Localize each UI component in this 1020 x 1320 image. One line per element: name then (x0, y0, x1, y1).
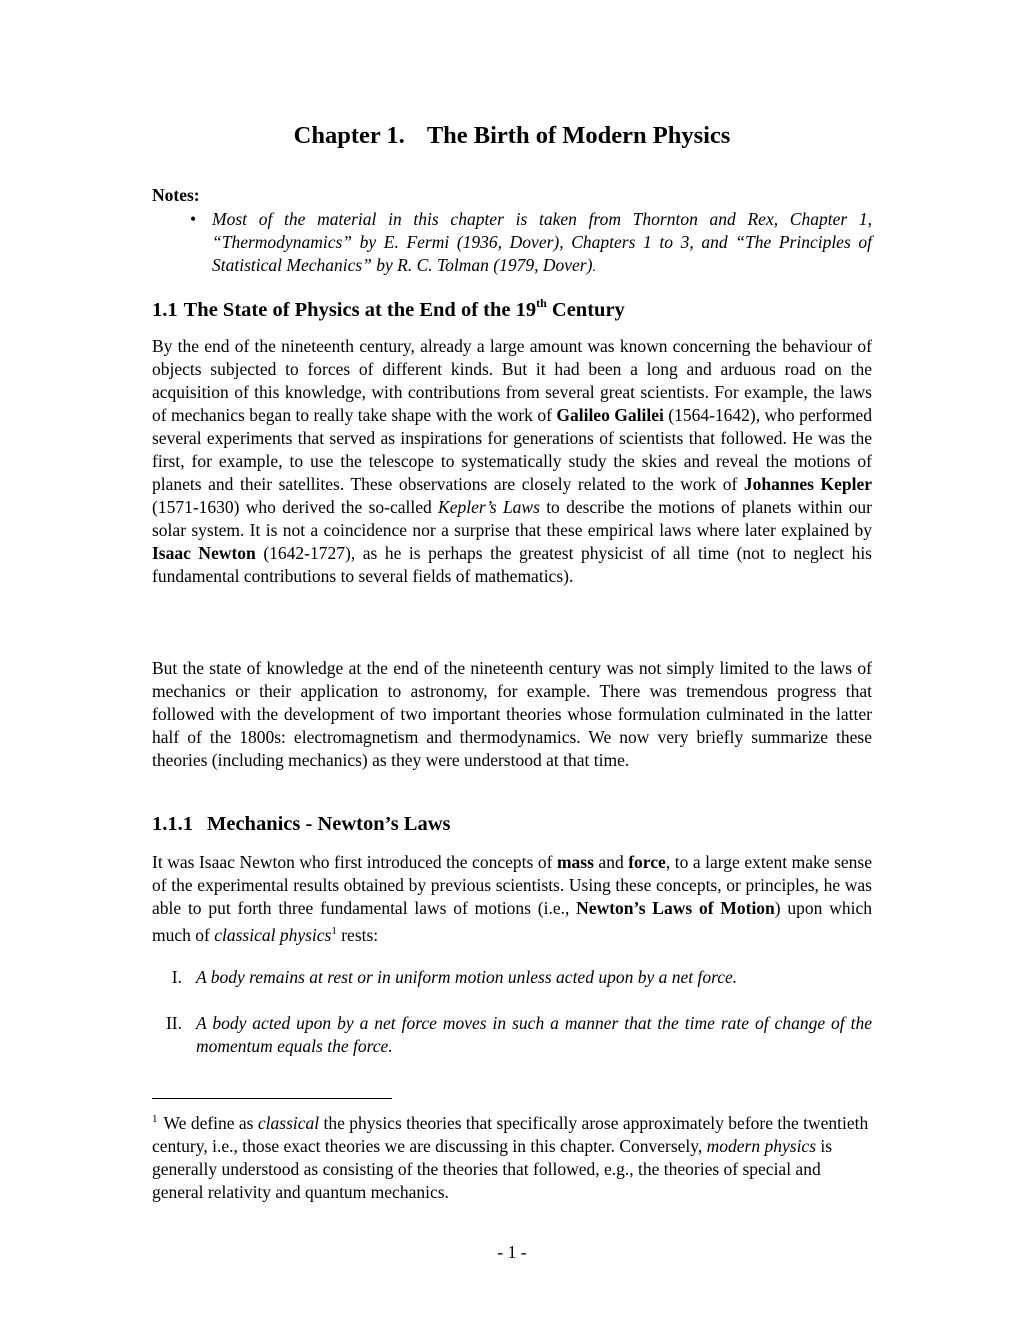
text-run: It was Isaac Newton who first introduced the concepts of (152, 852, 557, 872)
term-classical: classical (257, 1113, 320, 1133)
text-run: the physics theories that specifically arose approximately before the twentieth century, i.e., those exact theories we are discussing in this chapter. Conversely, (152, 1113, 869, 1156)
chapter-number: Chapter 1. (293, 122, 405, 149)
text-run: (1571-1630) who derived the so-called (152, 497, 439, 517)
term-newtons-laws: Newton’s Laws of Motion (576, 898, 775, 918)
text-run: By the end of the nineteenth century, already a large amount was known concerning the behaviour of objects subjected to forces of different kinds. But it had been a long and arduous road on the acquisition of this knowledge, with contributions from several great scientists. For example, the laws of mechanics began to really take shape with the work of (152, 336, 872, 425)
notes-item (152, 208, 872, 279)
term-mass: mass (556, 852, 594, 872)
notes-list (152, 208, 872, 279)
notes-item-tail: . (592, 260, 596, 275)
law-numeral: I. (171, 967, 182, 987)
text-run: (1642-1727), as he is perhaps the greatest physicist of all time (not to neglect his fundamental contributions to several fields of mathematics). (152, 543, 872, 586)
term-force: force (628, 852, 666, 872)
section-number: 1.1 (152, 299, 178, 321)
text-run: ) upon which much of (152, 898, 872, 945)
name-galileo: Galileo Galilei (556, 405, 664, 425)
text-run: is generally understood as consisting of the theories that followed, e.g., the theories of special and general relativity and quantum mechanics. (152, 1136, 833, 1202)
text-run: , to a large extent make sense of the experimental results obtained by previous scientists. Using these concepts, or principles, he was able to put forth three fundamental laws of motions (i.e., (152, 852, 872, 918)
paragraph-newton (152, 851, 872, 947)
text-run: and (593, 852, 629, 872)
bullet-icon: • (190, 209, 197, 229)
text-run: We define as (159, 1113, 258, 1133)
section-heading-1-1-1 (152, 813, 451, 836)
section-heading-1-1 (152, 296, 625, 322)
law-numeral: II. (165, 1013, 182, 1033)
text-run: (1564-1642), who performed several experiments that served as inspirations for generations of scientists that followed. He was the first, for example, to use the telescope to systematically study the skies and reveal the motions of planets and their satellites. These observations are closely related to the work of (152, 405, 872, 494)
law-item (152, 966, 872, 989)
name-kepler: Johannes Kepler (743, 474, 872, 494)
chapter-title (152, 122, 872, 150)
section-title-post: Century (546, 299, 625, 321)
footnote-ref[interactable]: 1 (331, 925, 337, 937)
page-number: - 1 - (497, 1242, 527, 1262)
footnote (152, 1108, 872, 1204)
term-keplers-laws: Kepler’s Laws (438, 497, 540, 517)
name-newton: Isaac Newton (152, 543, 256, 563)
paragraph-history (152, 335, 872, 588)
term-modern-physics: modern physics (706, 1136, 817, 1156)
text-run: rests: (336, 925, 379, 945)
subsection-number: 1.1.1 (152, 813, 193, 835)
law-text: A body acted upon by a net force moves in such a manner that the time rate of change of the momentum equals the force. (196, 1013, 872, 1056)
section-title-sup: th (536, 296, 547, 310)
notes-label: Notes: (152, 185, 200, 205)
subsection-title: Mechanics - Newton’s Laws (207, 813, 451, 835)
footnote-divider (152, 1098, 392, 1099)
notes-item-text: Most of the material in this chapter is taken from Thornton and Rex, Chapter 1, “Thermodynamics” by E. Fermi (1936, Dover), Chapters 1 to 3, and “The Principles of Statistical Mechanics” by R. C. Tolman (1979, Dover) (212, 209, 872, 275)
term-classical-physics: classical physics (214, 925, 332, 945)
law-item (152, 1012, 872, 1058)
chapter-title-text: The Birth of Modern Physics (426, 122, 731, 149)
section-title-pre: The State of Physics at the End of the 19 (183, 299, 537, 321)
footnote-marker: 1 (152, 1113, 158, 1125)
paragraph-state-of-knowledge: But the state of knowledge at the end of the nineteenth century was not simply limited to the laws of mechanics or their application to astronomy, for example. There was tremendous progress that followed with the development of two important theories whose formulation culminated in the latter half of the 1800s: electromagnetism and thermodynamics. We now very briefly summarize these theories (including mechanics) as they were understood at that time. (152, 658, 872, 770)
law-text: A body remains at rest or in uniform motion unless acted upon by a net force. (196, 967, 738, 987)
document-page (152, 0, 872, 1320)
text-run: to describe the motions of planets within our solar system. It is not a coincidence nor a surprise that these empirical laws where later explained by (152, 497, 872, 540)
